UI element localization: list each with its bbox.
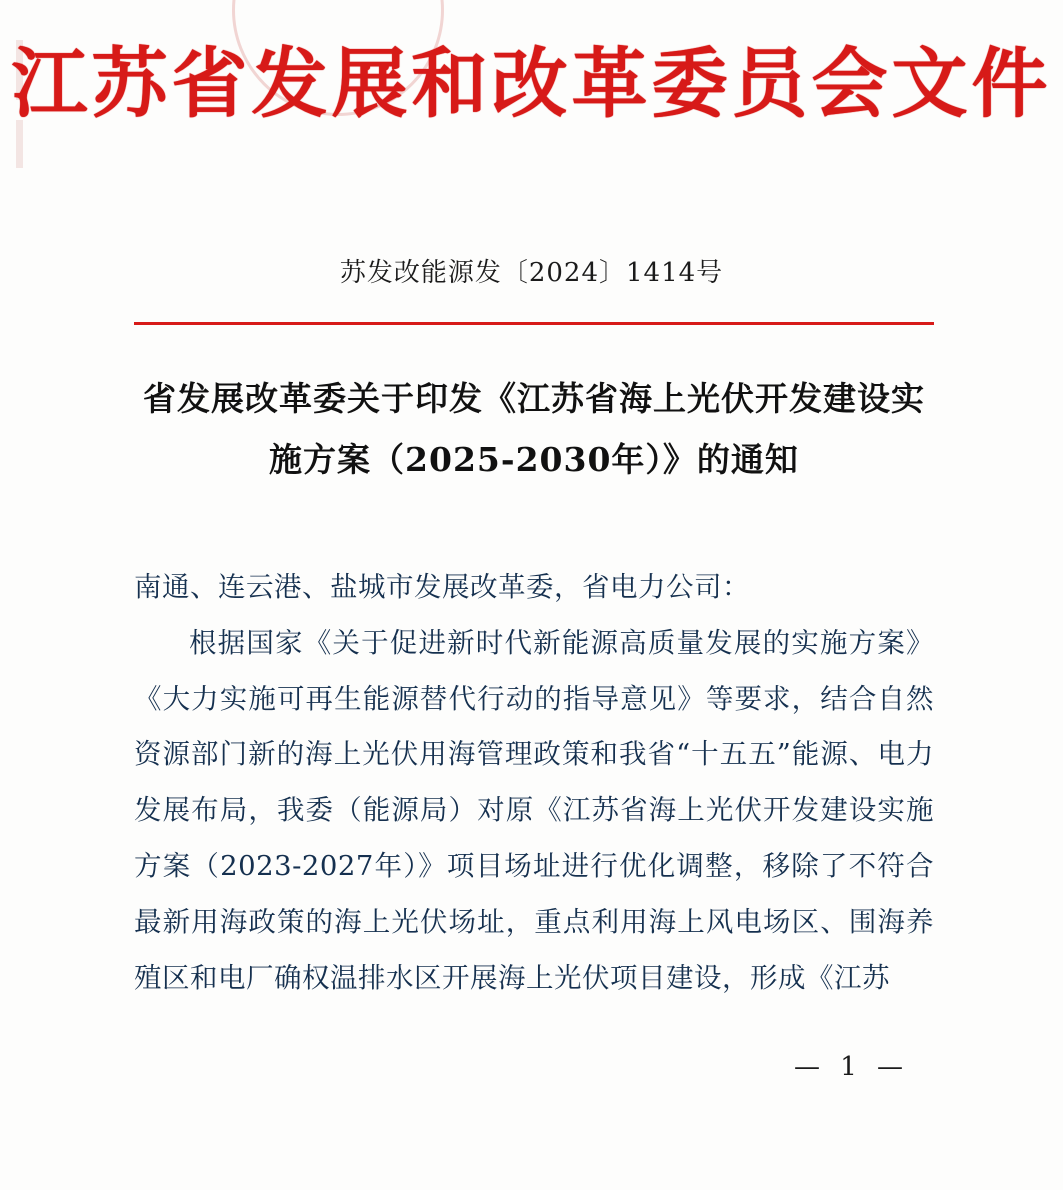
document-title: 省发展改革委关于印发《江苏省海上光伏开发建设实施方案（2025-2030年）》的通知 xyxy=(143,379,925,480)
document-body xyxy=(134,560,934,1007)
red-divider-rule xyxy=(134,322,934,325)
page-number-value: — 1 — xyxy=(793,1052,910,1082)
document-header-title: 江苏省发展和改革委员会文件 xyxy=(11,39,1052,128)
body-paragraph-1: 根据国家《关于促进新时代新能源高质量发展的实施方案》《大力实施可再生能源替代行动的指导意见》等要求，结合自然资源部门新的海上光伏用海管理政策和我省“十五五”能源、电力发展布局，我委（能源局）对原《江苏省海上光伏开发建设实施方案（2023-2027年）》项目场址进行优化调整，移除了不符合最新用海政策的海上光伏场址，重点利用海上风电场区、围海养殖区和电厂确权温排水区开展海上光伏项目建设，形成《江苏 xyxy=(134,626,934,994)
document-number: 苏发改能源发〔2024〕1414号 xyxy=(339,258,724,288)
recipients-line: 南通、连云港、盐城市发展改革委，省电力公司： xyxy=(134,571,750,603)
page-number xyxy=(0,1052,1063,1082)
